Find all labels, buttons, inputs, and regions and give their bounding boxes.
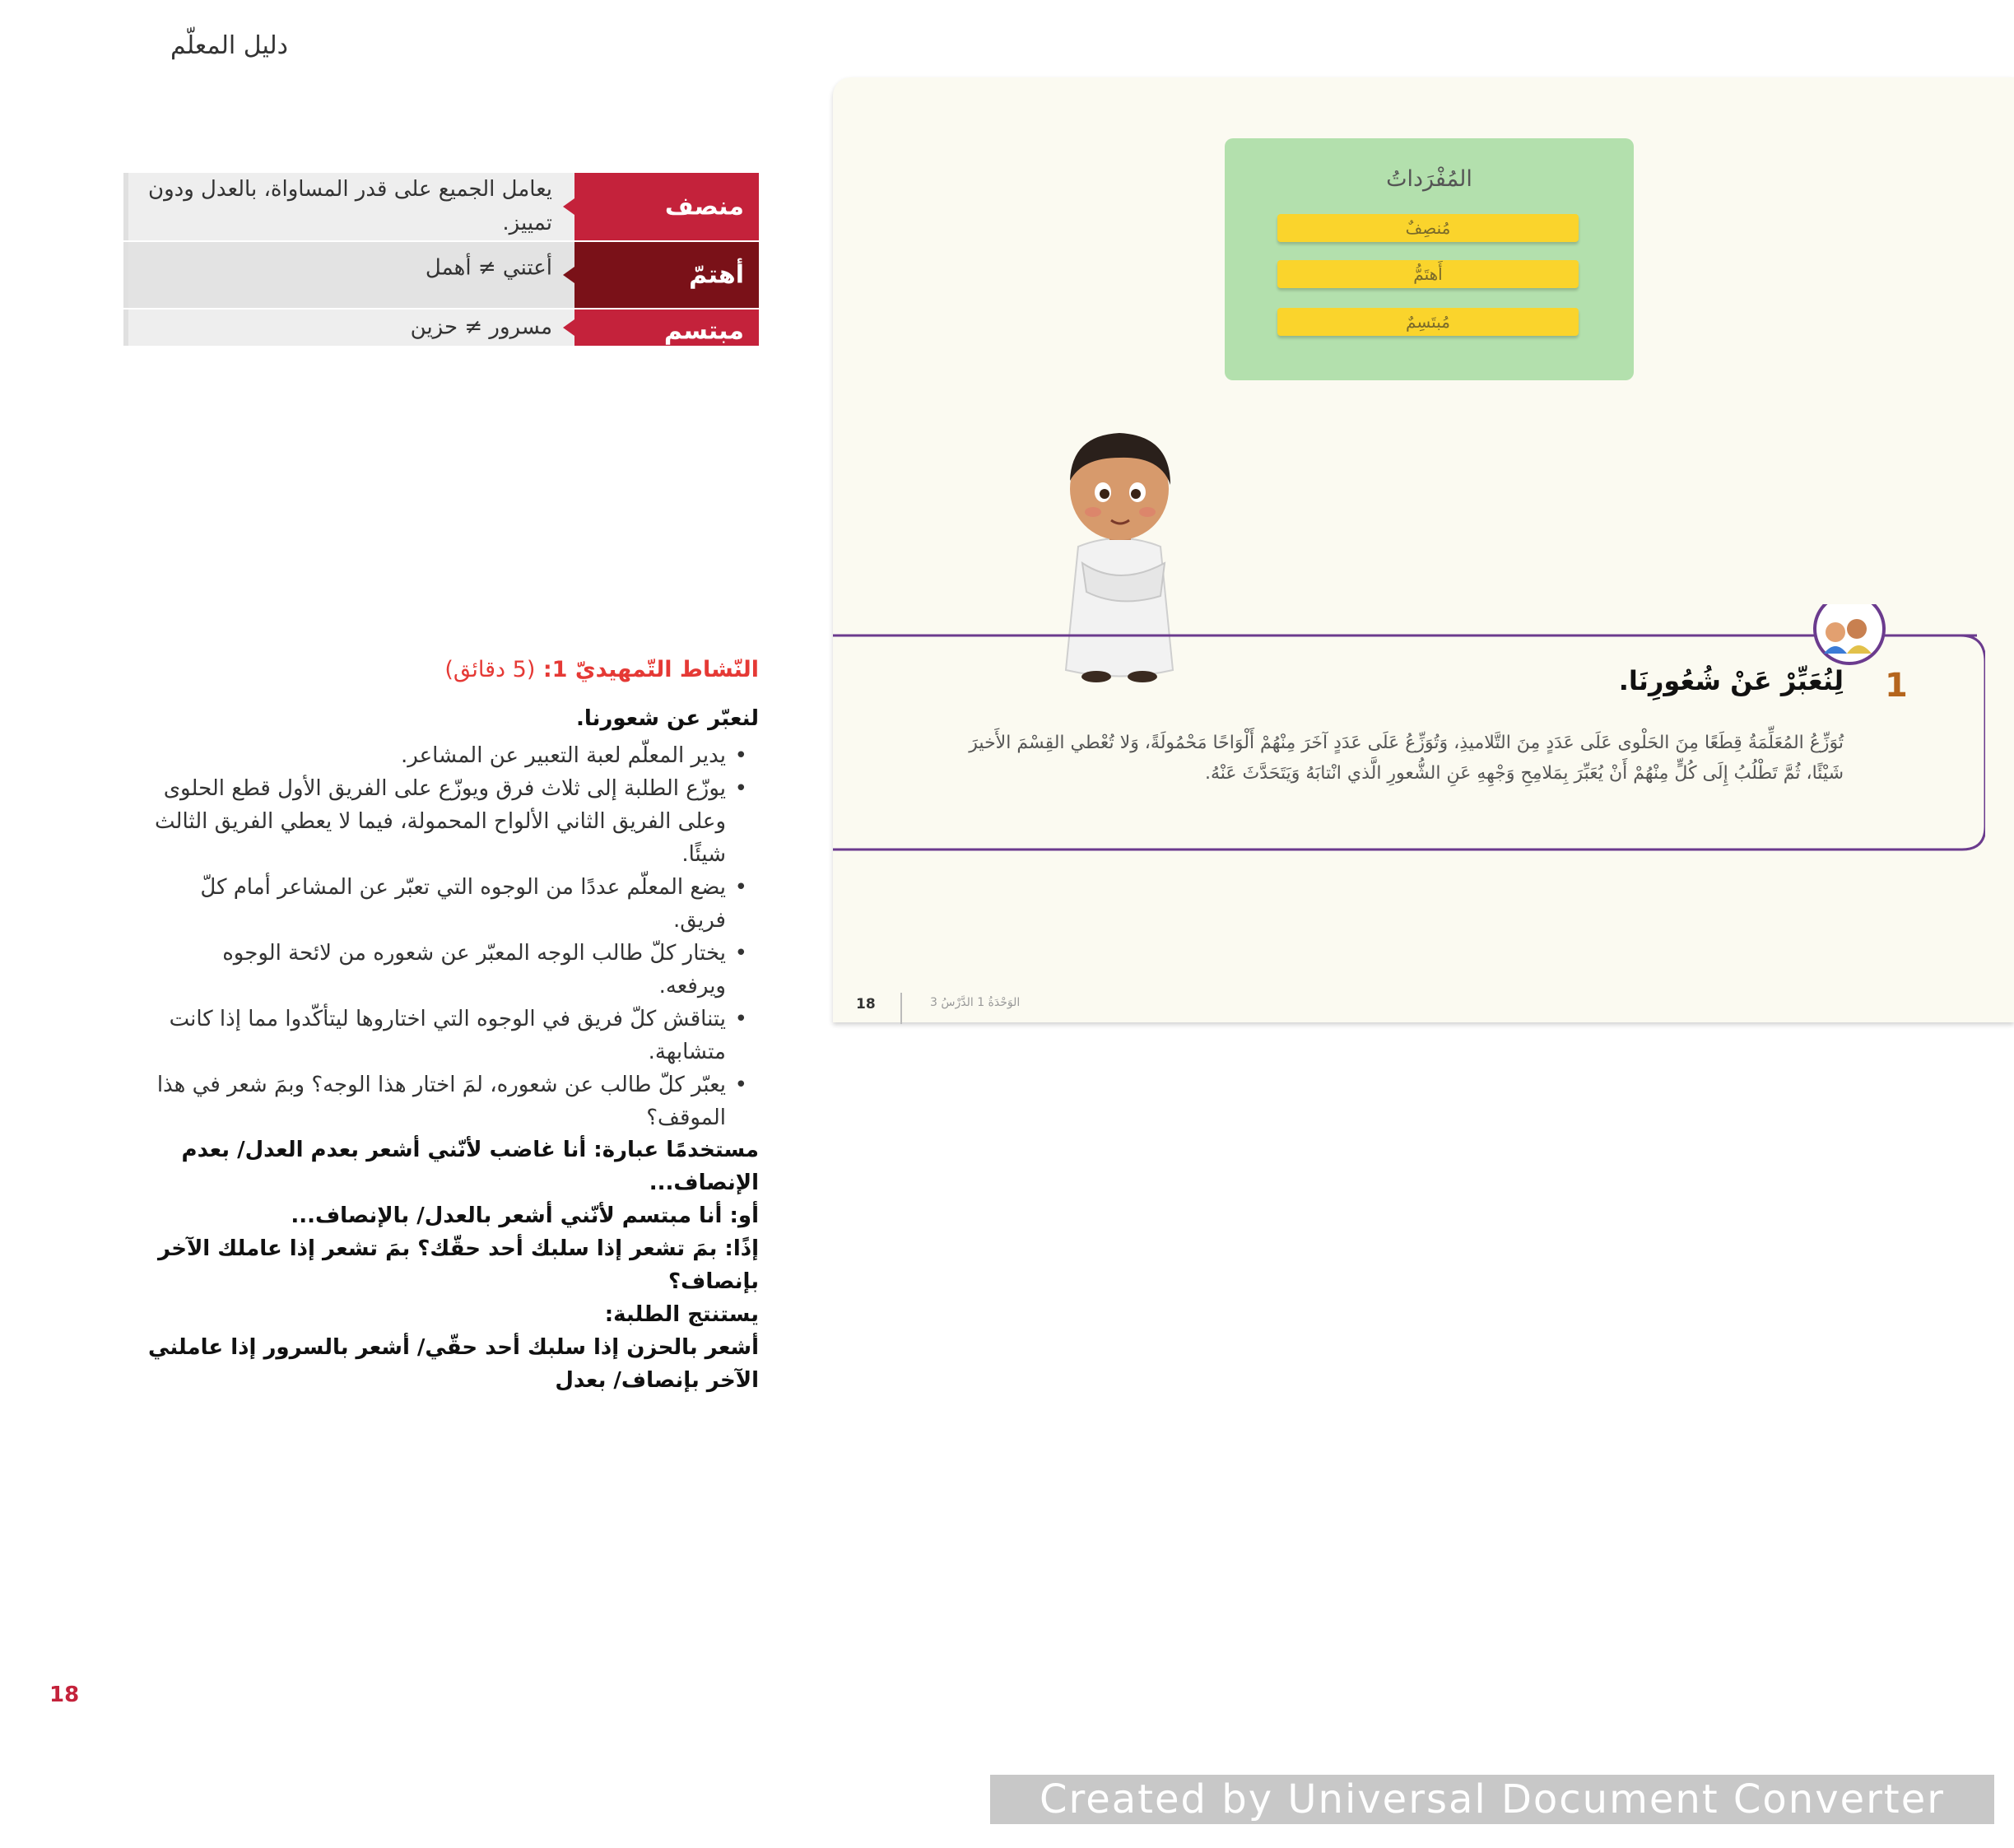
activity-duration: (5 دقائق) — [444, 657, 536, 682]
bold-line: إذًا: بمَ تشعر إذا سلبك أحد حقّك؟ بمَ تشعر إذا عاملك الآخر بإنصاف؟ — [158, 1236, 759, 1294]
vocab-word-card: أَهتَمُّ — [1277, 260, 1579, 288]
vocab-box-title: المُفْرَداتُ — [1386, 166, 1472, 192]
section-title: لِنُعَبِّرْ عَنْ شُعُورِنَا. — [1618, 665, 1844, 696]
section-number: 1 — [1885, 667, 1908, 705]
section-body: تُوَزِّعُ المُعَلِّمَةُ قِطَعًا مِنَ الحَلْوى عَلَى عَدَدٍ مِنَ التَّلاميذِ، وَتُوَزِّعُ عَلَى عَدَدٍ آخَرَ مِنْهُمْ أَلْوَاحًا مَحْمُولَةً، وَلا تُعْطي القِسْمَ الأَخيرَ شَيْئًا، ثُمَّ تَطْلُبُ إِلَى كُلٍّ مِنْهُمْ أَنْ يُعَبِّرَ بِمَلامِحِ وَجْهِهِ عَنِ الشُّعورِ الَّذي انْتابَهُ وَيَتَحَدَّثَ عَنْهُ. — [969, 733, 1844, 784]
bold-line: مستخدمًا عبارة: أنا غاضب لأنّني أشعر بعدم العدل/ بعدم الإنصاف... — [181, 1138, 759, 1195]
textbook-vocab-box — [1225, 138, 1634, 380]
watermark: Created by Universal Document Converter — [990, 1775, 1994, 1824]
activity-bullets — [123, 739, 759, 1134]
list-item: • يوزّع الطلبة إلى ثلاث فرق ويوزّع على الفريق الأول قطع الحلوى وعلى الفريق الثاني الألواح المحمولة، فيما لا يعطي الفريق الثالث شيئًا. — [155, 776, 747, 867]
vocab-definition: يعامل الجميع على قدر المساواة، بالعدل ودون تمييز. — [147, 177, 552, 235]
textbook-page-number: 18 — [856, 996, 876, 1012]
vocab-definition: مسرور ≠ حزين — [410, 314, 552, 340]
activity-conclusion — [123, 1133, 759, 1397]
page-number: 18 — [49, 1683, 80, 1707]
list-item: • يعبّر كلّ طالب عن شعوره، لمَ اختار هذا الوجه؟ وبمَ شعر في هذا الموقف؟ — [156, 1073, 747, 1130]
activity-subheading: لنعبّر عن شعورنا. — [575, 706, 759, 731]
page-header: دليل المعلّم — [170, 31, 288, 60]
footer-divider — [900, 993, 902, 1024]
vocab-term: مبتسم — [663, 316, 744, 346]
list-item: • يتناقش كلّ فريق في الوجوه التي اختاروها ليتأكّدوا مما إذا كانت متشابهة. — [169, 1007, 747, 1064]
activity-title-label: النّشاط التّمهيديّ 1: — [542, 657, 759, 682]
textbook-footer-label: الوَحْدَةُ 1 الدَّرْسُ 3 — [930, 996, 1021, 1009]
list-item: • يختار كلّ طالب الوجه المعبّر عن شعوره من لائحة الوجوه ويرفعه. — [222, 941, 747, 998]
bold-line: أشعر بالحزن إذا سلبك أحد حقّي/ أشعر بالسرور إذا عاملني الآخر بإنصاف/ بعدل — [148, 1335, 759, 1393]
list-item: • يدير المعلّم لعبة التعبير عن المشاعر. — [401, 743, 747, 768]
vocab-word-card: مُنصِفٌ — [1277, 214, 1579, 242]
vocab-term: منصف — [664, 192, 744, 221]
vocab-row — [120, 310, 759, 346]
vocab-term: أهتمّ — [689, 260, 744, 290]
bold-line: أو: أنا مبتسم لأنّني أشعر بالعدل/ بالإنصاف... — [291, 1203, 759, 1228]
vocab-word-card: مُبتَسِمٌ — [1277, 308, 1579, 336]
vocab-definition: أعتني ≠ أهمل — [425, 255, 552, 281]
vocab-row — [120, 173, 759, 240]
bold-line: يستنتج الطلبة: — [604, 1302, 759, 1327]
list-item: • يضع المعلّم عددًا من الوجوه التي تعبّر عن المشاعر أمام كلّ فريق. — [200, 875, 747, 933]
vocab-row — [120, 242, 759, 308]
activity-title — [346, 657, 759, 682]
